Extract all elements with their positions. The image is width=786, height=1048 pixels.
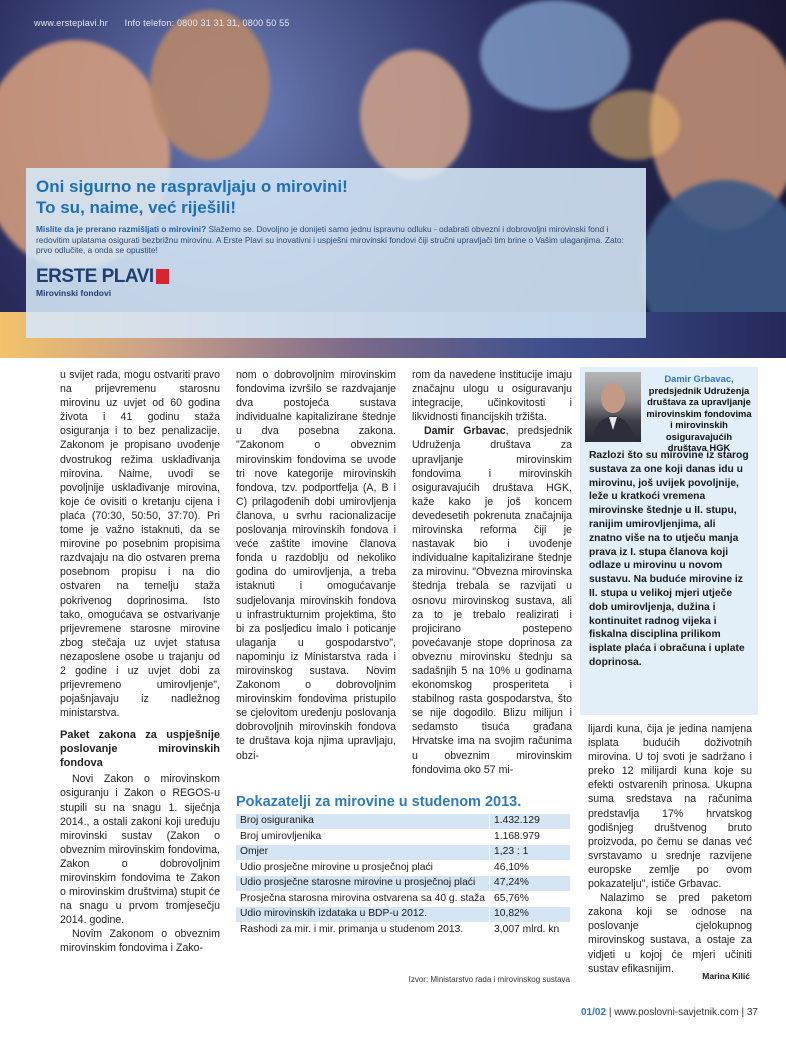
table-cell-value: 65,76% (490, 892, 570, 907)
ad-website: www.ersteplavi.hr (34, 18, 108, 28)
footer-website: www.poslovni-savjetnik.com (614, 1007, 739, 1018)
table-cell-label: Prosječna starosna mirovina ostvarena sa 40 g. staža (236, 892, 490, 907)
footer-separator: | (741, 1007, 747, 1018)
issue-number: 01/02 (581, 1007, 607, 1018)
paragraph: nom o dobrovoljnim mirovinskim fondovima izvršilo se razdvajanje dva postojeća sustava individualne kapitalizirane štednje u dva posebna zakona. "Zakonom o obveznim mirovinskim fondovima se uvode tri nove kategorije mirovinskih fondova, tzv. podportfelja (A, B i C) prilagođenih dobi umirovljenja članova, u svrhu racionalizacije poslovanja mirovinskih fondova i veće zaštite imovine članova fonda u razdoblju od nekoliko godina do umirovljenja, a treba istaknuti i omogućavanje sudjelovanja mirovinskih fondova u infrastrukturnim projektima, što bi za posljedicu imalo i poticanje ulaganja u gospodarstvo", napominju iz Ministarstva rada i mirovinskog sustava. Novim Zakonom o dobrovoljnim mirovinskim fondovima pristupilo se cjelovitom uređenju poslovanja dobrovoljnih mirovinskih fondova te društava koja njima upravljaju, obzi- (236, 369, 396, 762)
table-cell-value: 47,24% (490, 876, 570, 891)
paragraph: Novim Zakonom o obveznim mirovinskim fondovima i Zako- (60, 928, 220, 955)
table-cell-value: 3,007 mlrd. kn (490, 923, 570, 938)
ad-photo-person-center (150, 10, 270, 160)
table-cell-label: Rashodi za mir. i mir. primanja u studenom 2013. (236, 923, 490, 938)
table-cell-value: 46,10% (490, 861, 570, 876)
ad-photo-light (590, 90, 680, 160)
table-row (236, 892, 570, 907)
ad-body-text (36, 224, 636, 256)
logo-text: ERSTE PLAVI (36, 266, 154, 287)
paragraph: lijardi kuna, čija je jedina namjena isplata budućih doživotnih mirovina. U toj svoti je sadržano i preko 12 milijardi kuna koje su efekti ostvarenih prinosa. Ukupna suma sredstava na računima predstavlja 17% hrvatskog godišnjeg društvenog bruto proizvoda, po čemu se danas već svrstavamo u srednje razvijene europske zemlje po ovom pokazatelju", ističe Grbavac. (588, 723, 752, 891)
table-cell-label: Broj osiguranika (236, 814, 490, 829)
advertisement-banner (0, 0, 786, 358)
portrait-person-icon (585, 372, 641, 442)
ad-headline (36, 176, 348, 218)
table-source: Izvor: Ministarstvo rada i mirovinskog sustava (408, 975, 570, 984)
table-cell-value: 10,82% (490, 907, 570, 922)
table-title: Pokazatelji za mirovine u studenom 2013. (236, 794, 522, 810)
paragraph: u svijet rada, mogu ostvariti pravo na prijevremenu starosnu mirovinu uz uvjet od 60 godina života i 41 godinu staža osiguranja i to bez penalizacije. Zakonom je propisano uvođenje dvostrukog režima usklađivanja mirovina. Naime, uvodi se povoljnije usklađivanje mirovina, koje će ovisiti o kretanju cijena i plaća (70:30, 50:50, 37:70). Pri tome je važno istaknuti, da se mirovine po posebnim propisima razdvajaju na dio ostvaren prema posebnom propisu i na dio ostvaren na temelju staža pokrivenog doprinosima. Isto tako, omogućava se ostvarivanje prijevremene starosne mirovine zbog stečaja uz uvjet statusa nezaposlene osobe u trajanju od 2 godine i uz uvjet dobi za prijevremeno umirovljenje", pojašnjavaju iz nadležnog ministarstva. (60, 369, 220, 720)
article-column-1 (60, 368, 220, 956)
quote-attribution (646, 373, 752, 454)
ad-photo-light (480, 0, 630, 110)
paragraph: rom da navedene institucije imaju značajnu ulogu u osiguravanju integracije, učinkovitosti i likvidnosti financijskih tržišta. (412, 369, 572, 424)
article-column-3 (412, 368, 572, 777)
paragraph (412, 424, 572, 776)
article-column-4 (588, 722, 752, 976)
table-row (236, 814, 570, 829)
table-cell-value: 1,23 : 1 (490, 845, 570, 860)
pension-stats-table (236, 813, 570, 938)
erste-s-mark-icon (156, 269, 169, 284)
ad-phone: Info telefon: 0800 31 31 31, 0800 50 55 (124, 18, 290, 28)
table-row (236, 830, 570, 845)
article-author: Marina Kilić (702, 971, 750, 981)
quote-text: Razlozi što su mirovine iz starog sustava za one koji danas idu u mirovinu, još uvijek povoljnije, leže u kratkoći vremena mirovinske štednje u II. stupu, ranijim umirovljenjima, ali znatno više na to utječu manja prava iz I. stupa članova koji odlaze u mirovinu u novom sustavu. Na buduće mirovine iz II. stupa u velikoj mjeri utječe dob umirovljenja, dužina i kontinuitet radnog vijeka i fiskalna disciplina prilikom isplate plaća i obračuna i uplate doprinosa. (589, 450, 749, 668)
portrait-photo (585, 372, 641, 442)
table-cell-value: 1.168.979 (490, 830, 570, 845)
table-cell-label: Udio mirovinskih izdataka u BDP-u 2012. (236, 907, 490, 922)
paragraph: Novi Zakon o mirovinskom osiguranju i Zakon o REGOS-u stupili su na snagu 1. siječnja 2014., a ostali zakoni koji uređuju mirovinski sustav (Zakon o obveznim mirovinskim fondovima, Zakon o dobrovoljnim mirovinskim fondovima te Zakon o mirovinskim društvima) stupit će na snagu u prvom tromjesečju 2014. godine. (60, 773, 220, 927)
table-cell-label: Broj umirovljenika (236, 830, 490, 845)
table-row (236, 845, 570, 860)
page-number: 37 (746, 1007, 758, 1018)
ad-headline-line1: Oni sigurno ne raspravljaju o mirovini! (36, 177, 348, 196)
article-column-2 (236, 368, 396, 763)
section-heading: Paket zakona za uspješnije poslovanje mirovinskih fondova (60, 729, 220, 770)
ad-body-lead: Mislite da je prerano razmišljati o mirovini? (36, 224, 207, 234)
table-row (236, 876, 570, 891)
ad-body-copy: Slažemo se. Dovoljno je donijeti samo jednu ispravnu odluku - odabrati obvezni i dobrovoljni mirovinski fond i redovitim uplatama osigurati bezbrižnu mirovinu. A Erste Plavi su inovativni i uspješni mirovinski fondovi čiji stručni upravljači tim brine o Vašim ulaganjima. Zato: prvo odlučite, a onda se opustite! (36, 224, 624, 255)
paragraph: Nalazimo se pred paketom zakona koji se odnose na poslovanje cjelokupnog mirovinskog sustava, a ostaje za vidjeti u kojoj će mjeri učiniti sustav efikasnijim. (588, 892, 752, 975)
paragraph-text: , predsjednik Udruženja društava za upravljanje mirovinskim fondovima i mirovinskih osiguravajućih društava HGK, kaže kako je još koncem devedesetih pokrenuta značajnija mirovinska reforma čiji je nastavak bio i uvođenje individualne kapitalizirane štednje za mirovinu. "Obvezna mirovinska štednja trebala se razvijati u osnovu mirovinskog sustava, ali za to je trebalo realizirati i projicirano postepeno povećavanje stope doprinosa za obveznu mirovinsku štednju sa sadašnjih 5 na 10% u godinama ekonomskog prosperiteta i stabilnog rasta gospodarstva, što se nije dogodilo. Blizu milijun i sedamsto tisuća građana Hrvatske ima na svojim računima u obveznim mirovinskim fondovima oko 57 mi- (412, 425, 572, 776)
table-cell-label: Omjer (236, 845, 490, 860)
person-name: Damir Grbavac (424, 425, 506, 438)
ad-photo-person-woman (360, 50, 470, 180)
quote-person-name: Damir Grbavac, (664, 373, 734, 384)
footer-separator: | (608, 1007, 615, 1018)
table-row (236, 923, 570, 938)
page-footer (581, 1007, 758, 1018)
ad-contact-line (34, 18, 304, 28)
table-cell-label: Udio prosječne starosne mirovine u prosječnoj plaći (236, 876, 490, 891)
table-row (236, 907, 570, 922)
erste-plavi-logo (36, 266, 169, 288)
table-cell-value: 1.432.129 (490, 814, 570, 829)
table-row (236, 861, 570, 876)
logo-subtitle: Mirovinski fondovi (36, 288, 112, 298)
table-cell-label: Udio prosječne mirovine u prosječnoj plaći (236, 861, 490, 876)
quote-person-title: predsjednik Udruženja društava za upravljanje mirovinskim fondovima i mirovinskih osiguravajućih društava HGK (646, 384, 752, 453)
ad-headline-line2: To su, naime, već riješili! (36, 198, 236, 217)
